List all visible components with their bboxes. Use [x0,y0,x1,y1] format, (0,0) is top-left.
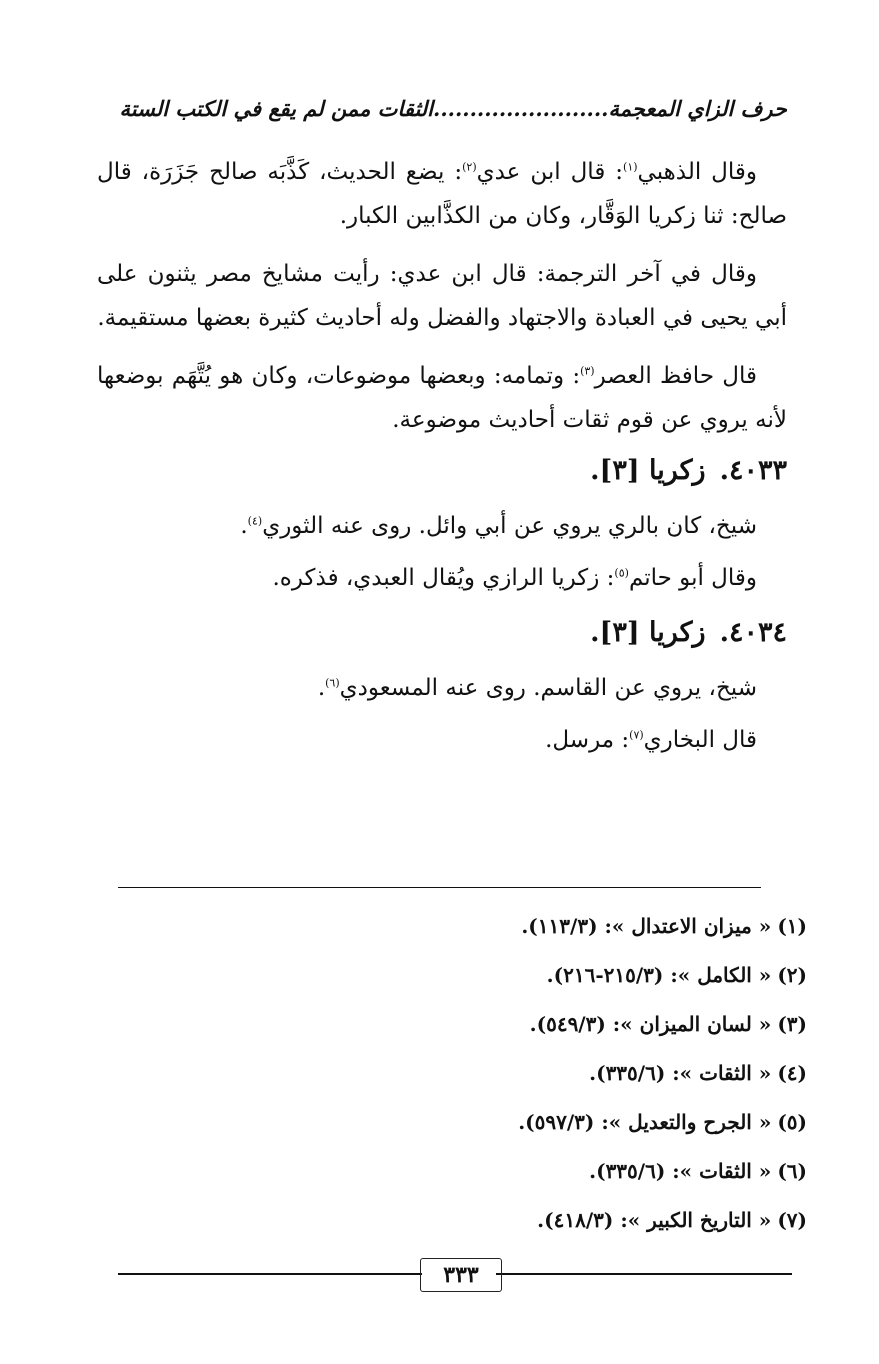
footnote-text: « الجرح والتعديل »: (٥٩٧/٣). [518,1110,772,1134]
entry-heading [97,608,787,658]
footnotes-list [107,902,807,1245]
footnote-number: (٢) [777,963,807,987]
footnote-ref: (٣) [580,364,595,378]
paragraph-hafiz-asr: قال حافظ العصر$^{(٣)}$: وتمامه: وبعضها موضوعات، وكان هو يُتَّهَم بوضعها لأنه يروي عن قوم ثقات أحاديث موضوعة. [97,363,787,433]
footnote-text: « التاريخ الكبير »: (٤١٨/٣). [537,1208,772,1232]
page-number: ٣٣٣ [420,1258,502,1292]
footnote-item [107,951,807,1000]
footnote-text: « لسان الميزان »: (٥٤٩/٣). [529,1012,772,1036]
entry-heading [97,446,787,496]
paragraph-ibn-adi: وقال في آخر الترجمة: قال ابن عدي: رأيت مشايخ مصر يثنون على أبي يحيى في العبادة والاجتهاد والفضل وله أحاديث كثيرة بعضها مستقيمة. [97,261,787,331]
entry-line: قال البخاري$^{(٧)}$: مرسل. [545,727,757,753]
footnote-ref: (٢) [462,160,477,174]
footnote-ref: (٤) [247,514,263,528]
entry-number: ٤٠٣٣. [719,455,787,486]
footnote-number: (٧) [777,1208,807,1232]
footnote-text: « الثقات »: (٣٣٥/٦). [589,1159,772,1183]
main-text [97,150,787,770]
header-book-title: الثقات ممن لم يقع في الكتب الستة [119,96,434,121]
footnote-number: (٤) [777,1061,807,1085]
footnote-number: (٣) [777,1012,807,1036]
entry-line: شيخ، كان بالري يروي عن أبي وائل. روى عنه الثوري$^{(٤)}$. [240,513,757,539]
footnote-number: (٦) [777,1159,807,1183]
footnote-ref: (١) [623,160,638,174]
footer-rule-left [118,1273,422,1275]
footnote-text: « الكامل »: (٢١٥/٣-٢١٦). [546,963,772,987]
footnote-ref: (٦) [325,676,340,690]
paragraph-dhahabi: وقال الذهبي$^{(١)}$: قال ابن عدي$^{(٢)}$: يضع الحديث، كَذَّبَه صالح جَزَرَة، قال صالح: ثنا زكريا الوَقَّار، وكان من الكذَّابين الكبار. [97,159,787,229]
entry-number: ٤٠٣٤. [719,617,787,648]
footnote-item [107,902,807,951]
footnote-text: « الثقات »: (٣٣٥/٦). [589,1061,772,1085]
entry-name: زكريا [٣]. [590,617,706,648]
header-dot-leader: ........................ [433,96,609,121]
footnote-number: (٥) [777,1110,807,1134]
footnote-ref: (٥) [614,566,629,580]
footer-rule-right [496,1273,792,1275]
footnote-ref: (٧) [629,728,644,742]
entry-line: شيخ، يروي عن القاسم. روى عنه المسعودي$^{(٦)}$. [317,675,757,701]
footnote-number: (١) [777,914,807,938]
header-chapter-title: حرف الزاي المعجمة [608,96,787,121]
footnote-item [107,1000,807,1049]
entry-name: زكريا [٣]. [590,455,706,486]
footnote-text: « ميزان الاعتدال »: (١١٣/٣). [521,914,772,938]
running-header [97,92,787,126]
entry-line: وقال أبو حاتم$^{(٥)}$: زكريا الرازي ويُقال العبدي، فذكره. [272,565,757,591]
footnote-item [107,1098,807,1147]
footnote-item [107,1147,807,1196]
footnote-item [107,1049,807,1098]
footnote-item [107,1196,807,1245]
footnote-separator [118,887,761,888]
